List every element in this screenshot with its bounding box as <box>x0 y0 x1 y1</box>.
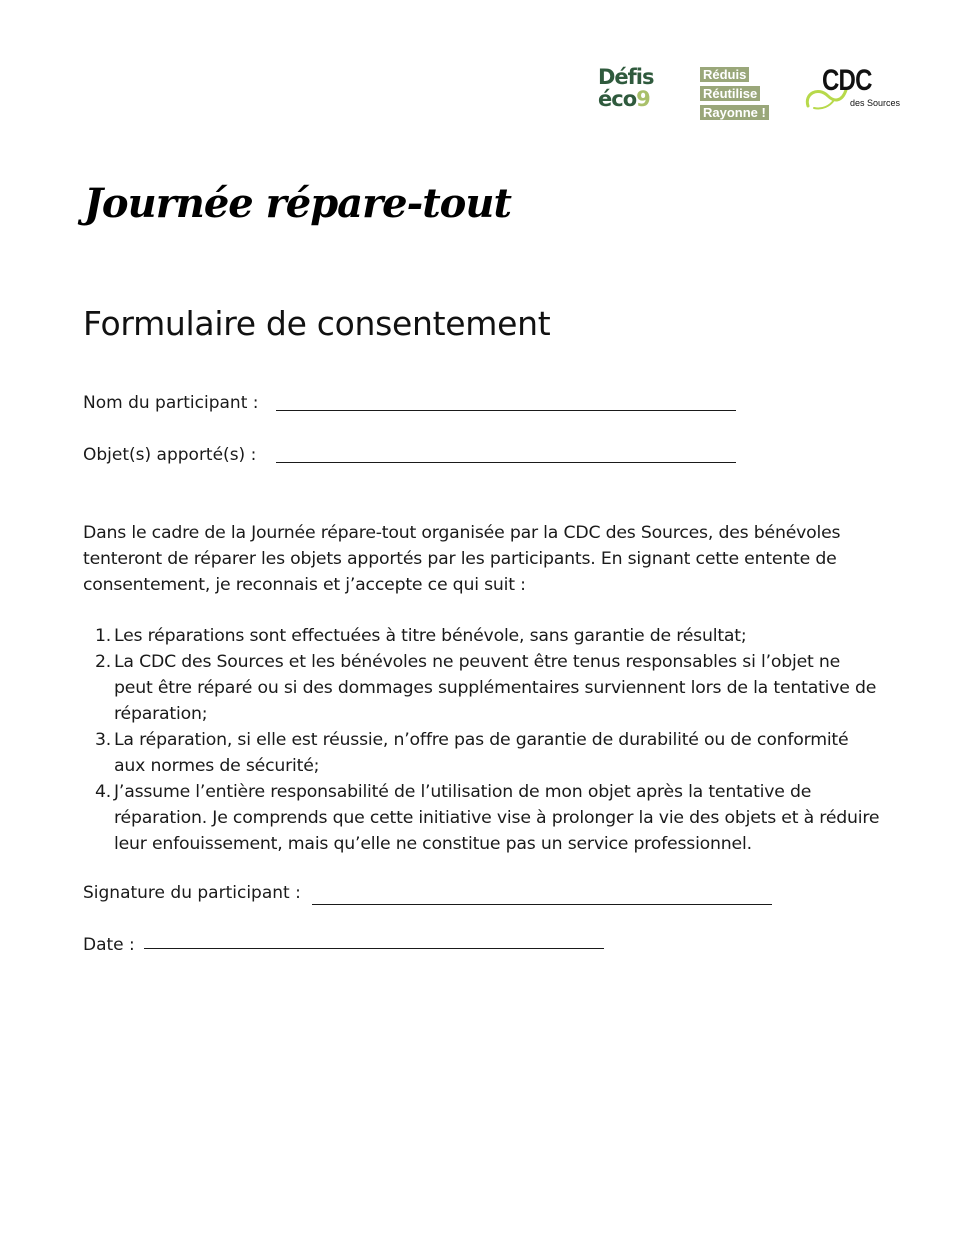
list-item-number: 2. <box>95 652 112 672</box>
defis-eco-logo <box>598 66 662 116</box>
list-item <box>83 727 883 779</box>
list-item-text: La réparation, si elle est réussie, n’offre pas de garantie de durabilité ou de conformité aux normes de sécurité; <box>114 730 849 776</box>
list-item-text: J’assume l’entière responsabilité de l’utilisation de mon objet après la tentative de réparation. Je comprends que cette initiative vise à prolonger la vie des objets et à réduire leur enfouissement, mais qu’elle ne constitue pas un service professionnel. <box>114 782 880 854</box>
date-label: Date : <box>83 935 135 955</box>
form-subtitle: Formulaire de consentement <box>83 304 551 343</box>
list-item-text: La CDC des Sources et les bénévoles ne peuvent être tenus responsables si l’objet ne peut être réparé ou si des dommages supplémentaires surviennent lors de la tentative de réparation; <box>114 652 877 724</box>
signature-label: Signature du participant : <box>83 883 301 903</box>
list-item-text: Les réparations sont effectuées à titre bénévole, sans garantie de résultat; <box>114 626 747 646</box>
page-title: Journée répare-tout <box>84 180 511 227</box>
list-item-number: 3. <box>95 730 112 750</box>
list-item <box>83 649 883 727</box>
list-item-number: 1. <box>95 626 112 646</box>
cdc-des-sources-logo <box>804 66 900 118</box>
cdc-logo-text: CDC <box>822 64 872 97</box>
reduis-logo-line: Réutilise <box>700 86 760 101</box>
cdc-logo-subtext: des Sources <box>850 98 901 108</box>
date-line[interactable] <box>144 948 604 949</box>
list-item <box>83 779 883 857</box>
defis-eco-logo-line2: éco9 <box>598 87 650 111</box>
reduis-reutilise-logo <box>700 64 786 120</box>
intro-paragraph: Dans le cadre de la Journée répare-tout organisée par la CDC des Sources, des bénévoles tenteront de réparer les objets apportés par les participants. En signant cette entente de consentement, je reconnais et j’accepte ce qui suit : <box>83 523 841 595</box>
defis-eco-logo-number: 9 <box>636 87 650 111</box>
participant-name-label: Nom du participant : <box>83 393 259 413</box>
signature-line[interactable] <box>312 904 772 905</box>
partner-logos <box>598 64 901 120</box>
reduis-logo-line: Rayonne ! <box>700 105 769 120</box>
list-item <box>83 623 883 649</box>
items-brought-label: Objet(s) apporté(s) : <box>83 445 257 465</box>
terms-list <box>83 623 883 857</box>
items-brought-line[interactable] <box>276 462 736 463</box>
reduis-logo-line: Réduis <box>700 67 749 82</box>
list-item-number: 4. <box>95 782 112 802</box>
participant-name-line[interactable] <box>276 410 736 411</box>
defis-eco-logo-line1: Défis <box>598 65 654 89</box>
